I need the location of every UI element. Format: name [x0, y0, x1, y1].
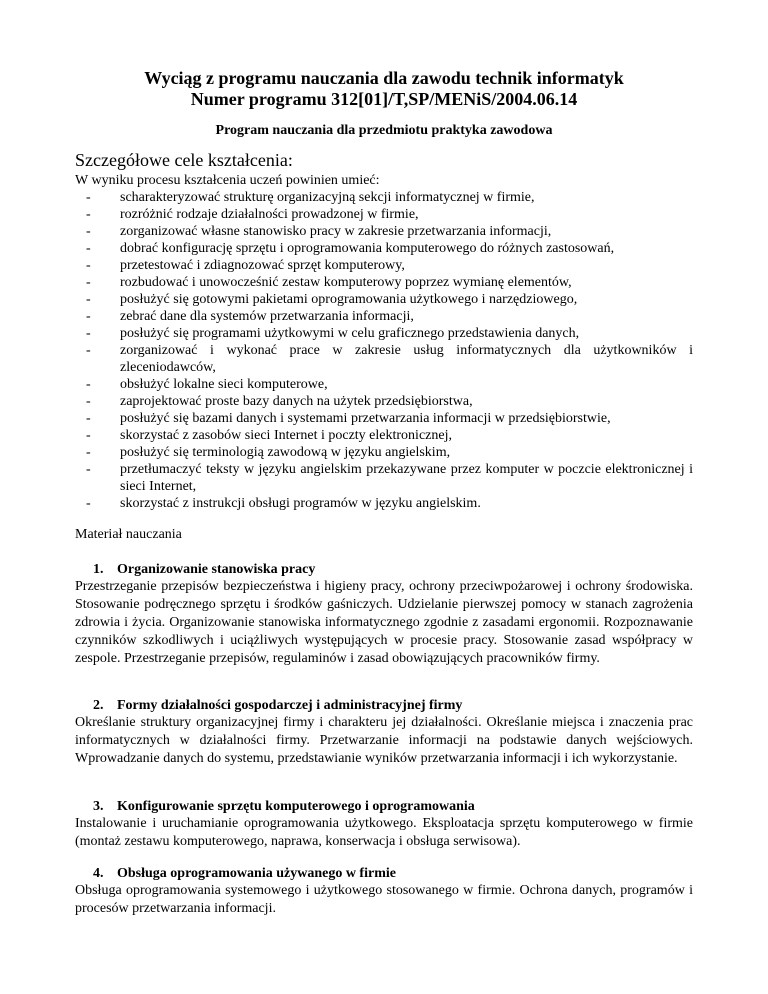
list-item-text: posłużyć się bazami danych i systemami przetwarzania informacji w przedsiębiorstwie,: [120, 411, 611, 426]
dash-bullet: -: [86, 343, 91, 358]
document-title-line2: Numer programu 312[01]/T,SP/MENiS/2004.06.14: [190, 89, 578, 109]
dash-bullet: -: [86, 394, 91, 409]
section-2-number: 2.: [93, 698, 104, 713]
document-subtitle: Program nauczania dla przedmiotu praktyka zawodowa: [215, 123, 553, 138]
list-item-text: przetłumaczyć teksty w języku angielskim przekazywane przez komputer w poczcie elektronicznej i sieci Internet,: [120, 462, 693, 494]
dash-bullet: -: [86, 445, 91, 460]
section-2-text: Określanie struktury organizacyjnej firmy i charakteru jej działalności. Określanie miejsca i znaczenia prac informatycznych w działalności firmy. Przetwarzanie informacji na podstawie danych wejściowych. Wprowadzanie danych do systemu, przedstawianie wyników przetwarzania informacji i ich wykorzystanie.: [75, 715, 693, 766]
dash-bullet: -: [86, 190, 91, 205]
material-heading: Materiał nauczania: [75, 527, 182, 542]
section-1-title-text: Organizowanie stanowiska pracy: [117, 562, 316, 577]
list-item-text: skorzystać z instrukcji obsługi programów w języku angielskim.: [120, 496, 481, 511]
section-4-title: [93, 865, 396, 882]
dash-bullet: -: [86, 496, 91, 511]
document-title-line1: Wyciąg z programu nauczania dla zawodu technik informatyk: [144, 68, 624, 88]
dash-bullet: -: [86, 241, 91, 256]
dash-bullet: -: [86, 462, 91, 477]
section-1-title: [93, 561, 315, 578]
dash-bullet: -: [86, 309, 91, 324]
list-item-text: zaprojektować proste bazy danych na użytek przedsiębiorstwa,: [120, 394, 473, 409]
dash-bullet: -: [86, 326, 91, 341]
section-2-title: [93, 697, 462, 714]
section-4-title-text: Obsługa oprogramowania używanego w firmie: [117, 866, 396, 881]
list-item-text: posłużyć się programami użytkowymi w celu graficznego przedstawienia danych,: [120, 326, 580, 341]
dash-bullet: -: [86, 411, 91, 426]
section-3-title-text: Konfigurowanie sprzętu komputerowego i oprogramowania: [117, 799, 475, 814]
dash-bullet: -: [86, 258, 91, 273]
dash-bullet: -: [86, 292, 91, 307]
dash-bullet: -: [86, 377, 91, 392]
dash-bullet: -: [86, 224, 91, 239]
list-item-text: posłużyć się gotowymi pakietami oprogramowania użytkowego i narzędziowego,: [120, 292, 578, 307]
section-3-number: 3.: [93, 799, 104, 814]
section-1-text: Przestrzeganie przepisów bezpieczeństwa i higieny pracy, ochrony przeciwpożarowej i ochrony środowiska. Stosowanie podręcznego sprzętu i środków gaśniczych. Udzielanie pierwszej pomocy w stanach zagrożenia zdrowia i życia. Organizowanie stanowiska informatycznego zgodnie z zasadami ergonomii. Rozpoznawanie czynników szkodliwych i uciążliwych występujących w procesie pracy. Stosowanie zasad współpracy w zespole. Przestrzeganie przepisów, regulaminów i zasad obowiązujących pracowników firmy.: [75, 579, 693, 666]
section-3-text: Instalowanie i uruchamianie oprogramowania użytkowego. Eksploatacja sprzętu komputerowego w firmie (montaż zestawu komputerowego, naprawa, konserwacja i obsługa serwisowa).: [75, 816, 693, 849]
list-item-text: zorganizować i wykonać prace w zakresie usług informatycznych dla użytkowników i zleceniodawców,: [120, 343, 693, 375]
goals-intro: W wyniku procesu kształcenia uczeń powinien umieć:: [75, 173, 380, 188]
dash-bullet: -: [86, 428, 91, 443]
section-1-number: 1.: [93, 562, 104, 577]
section-4-number: 4.: [93, 866, 104, 881]
list-item-text: scharakteryzować strukturę organizacyjną sekcji informatycznej w firmie,: [120, 190, 535, 205]
dash-bullet: -: [86, 207, 91, 222]
section-4-text: Obsługa oprogramowania systemowego i użytkowego stosowanego w firmie. Ochrona danych, programów i procesów przetwarzania informacji.: [75, 883, 693, 916]
goals-heading: Szczegółowe cele kształcenia:: [75, 150, 293, 170]
list-item-text: obsłużyć lokalne sieci komputerowe,: [120, 377, 328, 392]
section-3-title: [93, 798, 475, 815]
list-item-text: zebrać dane dla systemów przetwarzania informacji,: [120, 309, 414, 324]
section-2-title-text: Formy działalności gospodarczej i administracyjnej firmy: [117, 698, 463, 713]
list-item-text: zorganizować własne stanowisko pracy w zakresie przetwarzania informacji,: [120, 224, 552, 239]
list-item-text: dobrać konfigurację sprzętu i oprogramowania komputerowego do różnych zastosowań,: [120, 241, 615, 256]
dash-bullet: -: [86, 275, 91, 290]
list-item-text: posłużyć się terminologią zawodową w języku angielskim,: [120, 445, 451, 460]
list-item-text: skorzystać z zasobów sieci Internet i poczty elektronicznej,: [120, 428, 452, 443]
list-item-text: rozróżnić rodzaje działalności prowadzonej w firmie,: [120, 207, 419, 222]
list-item-text: przetestować i zdiagnozować sprzęt komputerowy,: [120, 258, 405, 273]
list-item-text: rozbudować i unowocześnić zestaw komputerowy poprzez wymianę elementów,: [120, 275, 572, 290]
